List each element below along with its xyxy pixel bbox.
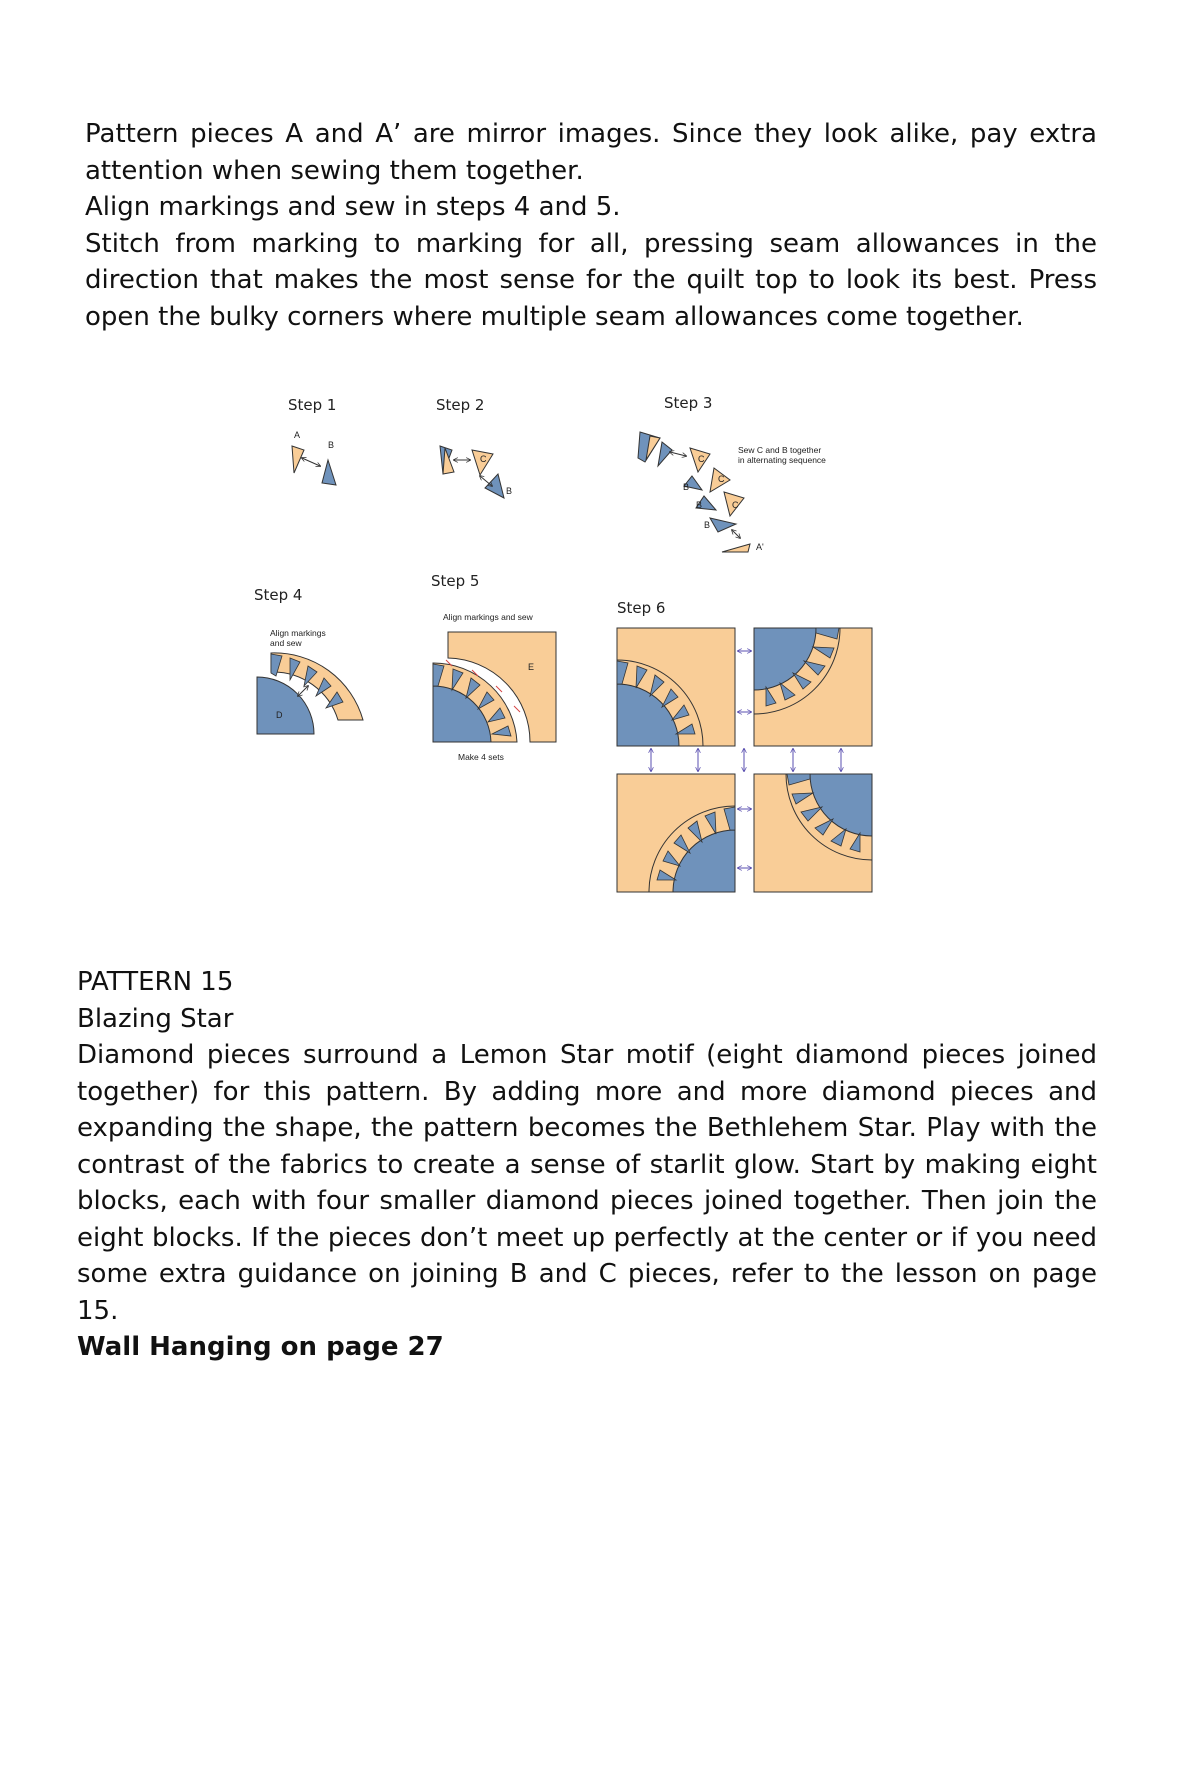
step6-block-top-left <box>617 628 735 746</box>
step3-arrow-1 <box>670 452 686 456</box>
step1-label-b: B <box>328 440 335 450</box>
step2-label-c: C <box>480 454 487 464</box>
step2-label-b: B <box>506 486 513 496</box>
step3-label: Step 3 <box>664 394 713 412</box>
step6-block-bottom-left <box>617 774 735 892</box>
paragraph-mirror-images: Pattern pieces A and A’ are mirror images. Since they look alike, pay extra attention when sewing them together. <box>85 119 1097 186</box>
assembly-diagram <box>240 380 940 940</box>
step5-label-e: E <box>528 662 535 672</box>
step5-note: Align markings and sew <box>443 612 533 622</box>
step6-label: Step 6 <box>617 599 666 617</box>
step4-note-line2: and sew <box>270 638 302 648</box>
step2-piece-b <box>485 474 504 498</box>
step3-label-b1: B <box>683 482 690 492</box>
step2-label: Step 2 <box>436 396 485 414</box>
step1-piece-b <box>322 460 336 485</box>
pattern-description: Diamond pieces surround a Lemon Star motif (eight diamond pieces joined together) for this pattern. By adding more and more diamond pieces and expanding the shape, the pattern becomes the Bethlehem Star. Play with the contrast of the fabrics to create a sense of starlit glow. Start by making eight blocks, each with four smaller diamond pieces joined together. Then join the eight blocks. If the pieces don’t meet up perfectly at the center or if you need some extra guidance on joining B and C pieces, refer to the lesson on page 15. <box>77 1040 1097 1326</box>
pattern-number: PATTERN 15 <box>77 967 234 997</box>
step1-piece-a <box>292 446 304 473</box>
step3-arrow-2 <box>732 530 740 538</box>
paragraph-align-markings: Align markings and sew in steps 4 and 5. <box>85 192 621 222</box>
step3-label-a-prime: A' <box>756 542 764 552</box>
intro-text <box>77 116 1097 335</box>
step3-label-b3: B <box>704 520 711 530</box>
step5-label: Step 5 <box>431 572 480 590</box>
step3-label-b2: B <box>696 500 703 510</box>
step4-arrow <box>298 686 308 696</box>
step6-block-top-right <box>754 628 872 746</box>
wall-hanging-reference: Wall Hanging on page 27 <box>77 1332 444 1362</box>
pattern-section <box>77 964 1097 1366</box>
step3-note-line1: Sew C and B together <box>738 445 822 455</box>
step3-piece-a-prime <box>722 544 750 552</box>
step3-block-a-blue <box>658 442 672 466</box>
step3-label-c3: C <box>732 500 739 510</box>
step3-label-c2: C <box>718 474 725 484</box>
step3-label-c1: C <box>698 454 705 464</box>
step4-note-line1: Align markings <box>270 628 326 638</box>
step3-note-line2: in alternating sequence <box>738 455 826 465</box>
step1-label: Step 1 <box>288 396 337 414</box>
step2-arrow-2 <box>480 476 492 486</box>
step4-label: Step 4 <box>254 586 303 604</box>
step5-make-sets: Make 4 sets <box>458 752 504 762</box>
paragraph-stitch: Stitch from marking to marking for all, pressing seam allowances in the direction that makes the most sense for the quilt top to look its best. Press open the bulky corners where multiple seam allowances come together. <box>85 228 1097 332</box>
step4-piece-d <box>257 677 314 734</box>
step6-block-bottom-right <box>754 774 872 892</box>
step1-arrow <box>302 458 320 466</box>
step1-label-a: A <box>294 430 301 440</box>
pattern-name: Blazing Star <box>77 1003 234 1034</box>
step4-label-d: D <box>276 710 283 720</box>
